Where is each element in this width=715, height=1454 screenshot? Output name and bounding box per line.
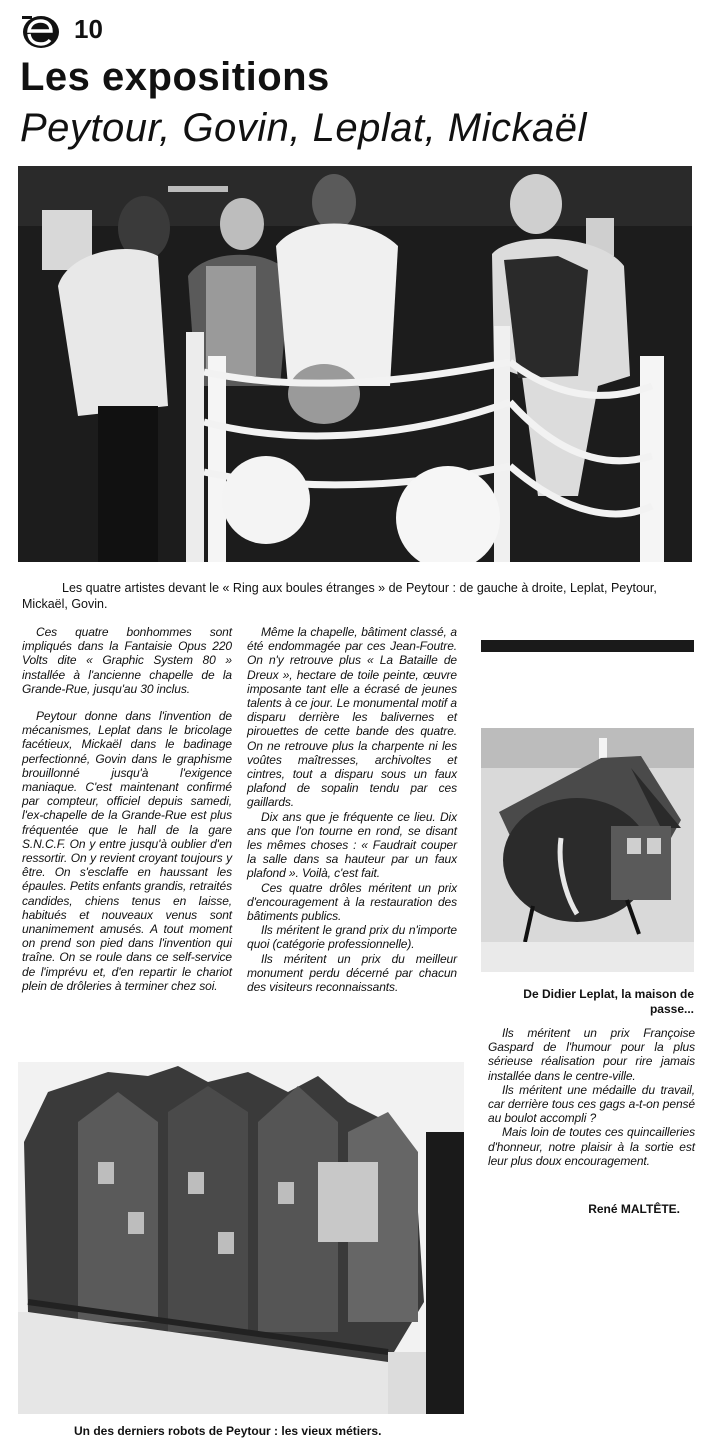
photo-caption-house: De Didier Leplat, la maison de passe... xyxy=(523,987,694,1016)
photo-house xyxy=(481,728,694,972)
article-column-2 xyxy=(247,625,457,994)
paragraph: Ils méritent un prix du meilleur monument perdu décerné par chacun des visiteurs reconnaissants. xyxy=(247,951,457,995)
subheadline: Peytour, Govin, Leplat, Mickaël xyxy=(20,106,587,150)
paragraph: Ces quatre bonhommes sont impliqués dans la Fantaisie Opus 220 Volts dite « Graphic System 80 » installée à l'ancienne chapelle de la Grande-Rue, jusqu'au 30 inclus. xyxy=(22,625,232,696)
paragraph: Même la chapelle, bâtiment classé, a été endommagée par ces Jean-Foutre. On n'y retrouve plus « La Bataille de Dreux », hectare de toile peinte, œuvre imposante tant elle a écrasé de jeunes talents à ce jour. Le monumental motif a disparu derrière les balivernes et pirouettes de cette bande des quatre. On ne retrouve plus la charpente ni les voûtes maîtresses, archivoltes et cintres, tout a disparu sous un faux plafond de sopalin tendu par ces gaillards. xyxy=(247,625,457,810)
photo-robot xyxy=(18,1062,464,1414)
page-number: 10 xyxy=(74,14,103,44)
article-column-3 xyxy=(488,1026,695,1168)
photo-caption-bottom: Un des derniers robots de Peytour : les vieux métiers. xyxy=(74,1424,382,1438)
photo-artists-ring xyxy=(18,166,692,562)
headline: Les expositions xyxy=(20,55,330,99)
paragraph: Ils méritent le grand prix du n'importe quoi (catégorie professionnelle). xyxy=(247,923,457,952)
paragraph: Dix ans que je fréquente ce lieu. Dix ans que l'on tourne en rond, se disant les mêmes choses : « Faudrait couper la salle dans sa hauteur par un faux plafond ». Voilà, c'est fait. xyxy=(247,809,457,881)
article-column-1 xyxy=(22,625,232,993)
paragraph: Ils méritent un prix Françoise Gaspard de l'humour pour la plus sérieuse réalisation pour rire jamais installée dans le centre-ville. xyxy=(488,1026,695,1083)
column-rule xyxy=(481,640,694,652)
photo-caption-top: Les quatre artistes devant le « Ring aux boules étranges » de Peytour : de gauche à droite, Leplat, Peytour, Mickaël, Govin. xyxy=(22,581,657,611)
paragraph: Ces quatre drôles méritent un prix d'encouragement à la restauration des bâtiments publics. xyxy=(247,880,457,924)
paragraph: Ils méritent une médaille du travail, car derrière tous ces gags a-t-on pensé au boulot accompli ? xyxy=(488,1082,695,1126)
paragraph: Mais loin de toutes ces quincailleries d'honneur, notre plaisir à la sortie est leur plus doux encouragement. xyxy=(488,1125,695,1168)
stylized-e-logo-icon xyxy=(20,12,62,50)
paragraph: Peytour donne dans l'invention de mécanismes, Leplat dans le bricolage facétieux, Mickaël dans le badinage perfectionné, Govin dans le graphisme brouillonné jusqu'à l'exigence maniaque. C'est maintenant confirmé par compteur, officiel depuis samedi, l'ex-chapelle de la Grande-Rue est plus fréquentée que le hall de la gare S.N.C.F. On y entre jusqu'à oublier d'en ressortir. On y revient croyant toujours y être. On s'esclaffe en haussant les épaules. Petits enfants grandis, retraités candides, chiens tenus en laisse, habitués et nouveaux venus sont unanimement amusés. A tout moment on prend son pied dans l'invention qui traîne. On se roule dans ce self-service de l'imprévu et, d'en repartir le chariot plein de drôleries à terminer chez soi. xyxy=(22,709,232,993)
author-signature: René MALTÊTE. xyxy=(588,1202,680,1216)
